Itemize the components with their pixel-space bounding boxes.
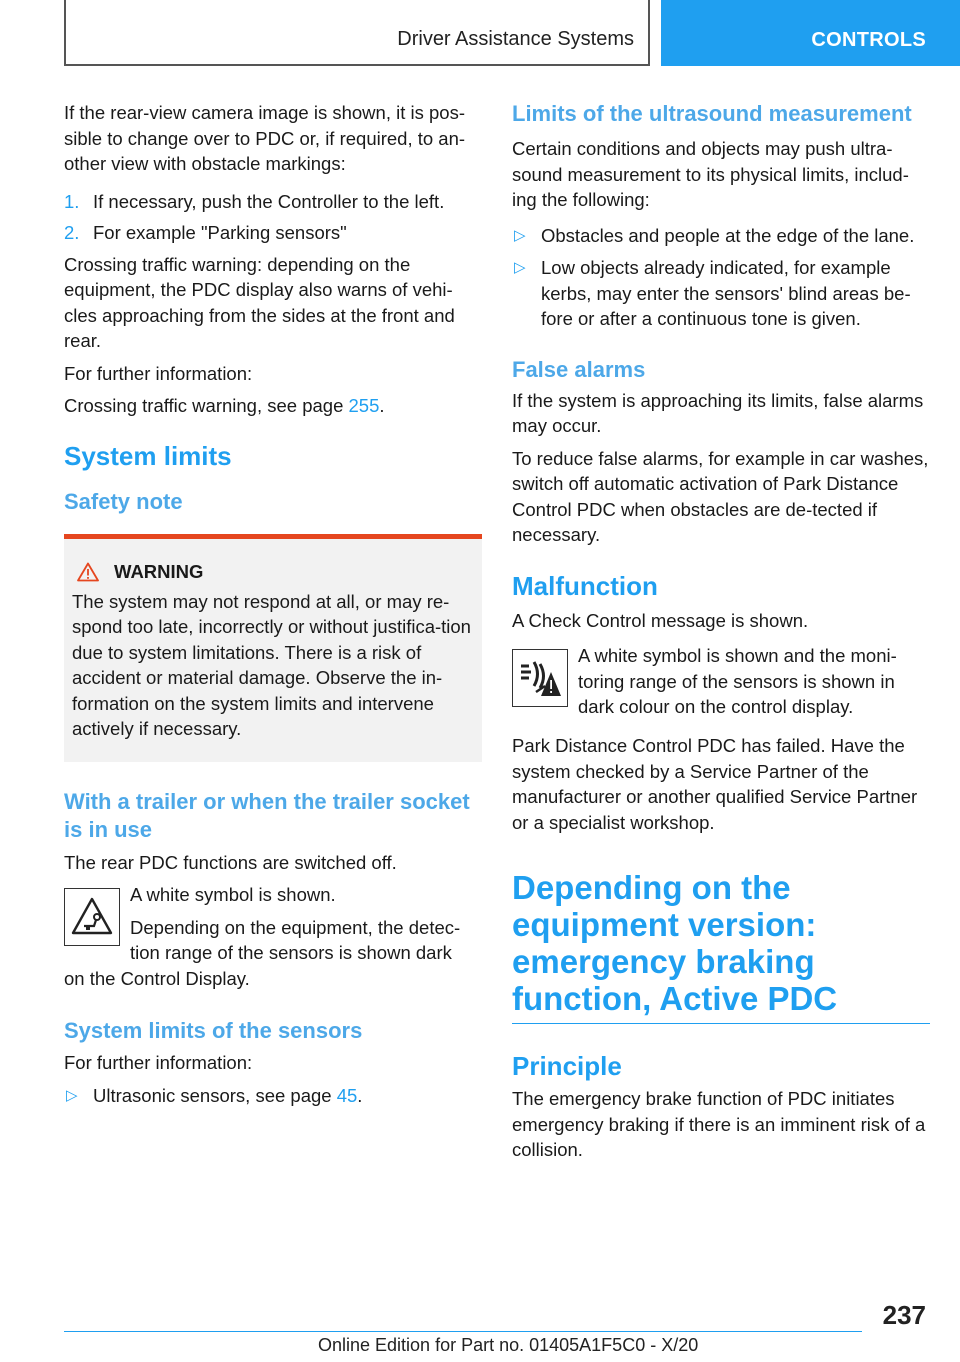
malfunction-text: A Check Control message is shown. — [512, 609, 809, 631]
trailer-detection-text-end: on the Control Display. — [64, 967, 250, 989]
triangle-bullet-icon: ▷ — [66, 1086, 78, 1104]
triangle-bullet-icon: ▷ — [514, 259, 526, 276]
step-item — [64, 189, 482, 215]
left-column — [64, 100, 482, 1115]
principle-heading: Principle — [512, 1051, 622, 1081]
footer-edition: Online Edition for Part no. 01405A1F5C0 - X/20 — [318, 1335, 699, 1355]
list-item-text: Obstacles and people at the edge of the lane. — [541, 224, 915, 246]
malfunction-symbol-box — [512, 649, 568, 707]
sensor-ref-suffix: . — [357, 1084, 363, 1106]
right-column — [512, 100, 930, 1170]
crossing-ref-text: Crossing traffic warning, see page — [64, 395, 349, 416]
false-alarms-text-2: To reduce false alarms, for example in car washes, switch off automatic activation of Park Distance Control PDC when obstacles are de-tected if necessary. — [512, 447, 929, 545]
page-link-45[interactable]: 45 — [336, 1084, 358, 1106]
sensor-ref-text: Ultrasonic sensors, see page — [93, 1084, 337, 1106]
steps-list — [64, 189, 482, 246]
step-text: If necessary, push the Controller to the left. — [93, 190, 445, 212]
ultrasound-limits-heading: Limits of the ultrasound measurement — [512, 101, 912, 126]
safety-note-heading: Safety note — [64, 488, 183, 514]
malfunction-symbol-text: A white symbol is shown and the moni-toring range of the sensors is shown in dark colour on the control display. — [578, 645, 897, 717]
footer-divider — [64, 1331, 862, 1332]
step-item — [64, 220, 482, 246]
header-section-title: Driver Assistance Systems — [397, 28, 634, 50]
step-number: 1. — [64, 190, 80, 212]
false-alarms-text-1: If the system is approaching its limits, false alarms may occur. — [512, 389, 924, 436]
further-info-label: For further information: — [64, 362, 253, 384]
emergency-braking-heading: Depending on the equipment version: emergency braking function, Active PDC — [512, 869, 838, 1017]
page-link-255[interactable]: 255 — [348, 395, 380, 416]
malfunction-failed-text: Park Distance Control PDC has failed. Have the system checked by a Service Partner of the manufacturer or another qualified Service Partner or a specialist workshop. — [512, 735, 918, 833]
intro-paragraph: If the rear-view camera image is shown, it is pos-sible to change over to PDC or, if required, to an-other view with obstacle markings: — [64, 102, 466, 174]
crossing-paragraph: Crossing traffic warning: depending on the equipment, the PDC display also warns of vehi-cles approaching from the sides at the front and rear. — [64, 253, 455, 351]
sensor-further-info: For further information: — [64, 1052, 253, 1073]
header-section-box — [64, 0, 650, 66]
principle-text: The emergency brake function of PDC initiates emergency braking if there is an imminent risk of a collision. — [512, 1088, 926, 1160]
step-text: For example "Parking sensors" — [93, 222, 347, 243]
false-alarms-heading: False alarms — [512, 356, 646, 382]
trailer-heading: With a trailer or when the trailer socket is in use — [64, 788, 470, 842]
trailer-symbol-box — [64, 888, 120, 946]
header-chapter-title: CONTROLS — [811, 29, 926, 51]
sensor-limits-heading: System limits of the sensors — [64, 1018, 363, 1043]
step-number: 2. — [64, 222, 80, 243]
warning-triangle-icon — [77, 562, 99, 582]
list-item-text: Low objects already indicated, for example kerbs, may enter the sensors' blind areas be-fore or after a continuous tone is given. — [541, 257, 911, 329]
trailer-hitch-warning-icon — [70, 895, 114, 939]
triangle-bullet-icon: ▷ — [514, 226, 526, 244]
ultrasound-list — [512, 223, 930, 332]
warning-box — [64, 534, 482, 762]
trailer-text: The rear PDC functions are switched off. — [64, 851, 397, 873]
trailer-symbol-text: A white symbol is shown. — [130, 884, 336, 905]
trailer-detection-text: Depending on the equipment, the detec-tion range of the sensors is shown dark — [130, 916, 461, 963]
list-item — [64, 1083, 482, 1109]
trailer-symbol-row — [64, 882, 482, 966]
crossing-ref-suffix: . — [379, 395, 385, 416]
list-item — [512, 223, 930, 249]
malfunction-heading: Malfunction — [512, 570, 658, 601]
warning-title-row — [72, 561, 474, 583]
warning-title: WARNING — [114, 560, 204, 582]
page-number: 237 — [882, 1300, 926, 1330]
sensor-ref-list — [64, 1083, 482, 1109]
crossing-reference — [64, 393, 482, 419]
list-item — [512, 255, 930, 332]
big-heading-block — [512, 869, 930, 1024]
ultrasound-text: Certain conditions and objects may push ultra-sound measurement to its physical limits, includ-ing the following: — [512, 138, 909, 210]
header-chapter-tab — [661, 0, 960, 66]
malfunction-symbol-row — [512, 643, 930, 727]
warning-text: The system may not respond at all, or may re-spond too late, incorrectly or without justifica-tion due to system limitations. There is a risk of accident or material damage. Observe the in-formation on the system limits and intervene actively if necessary. — [72, 590, 471, 739]
system-limits-heading: System limits — [64, 440, 232, 471]
sensor-malfunction-icon — [517, 656, 563, 700]
